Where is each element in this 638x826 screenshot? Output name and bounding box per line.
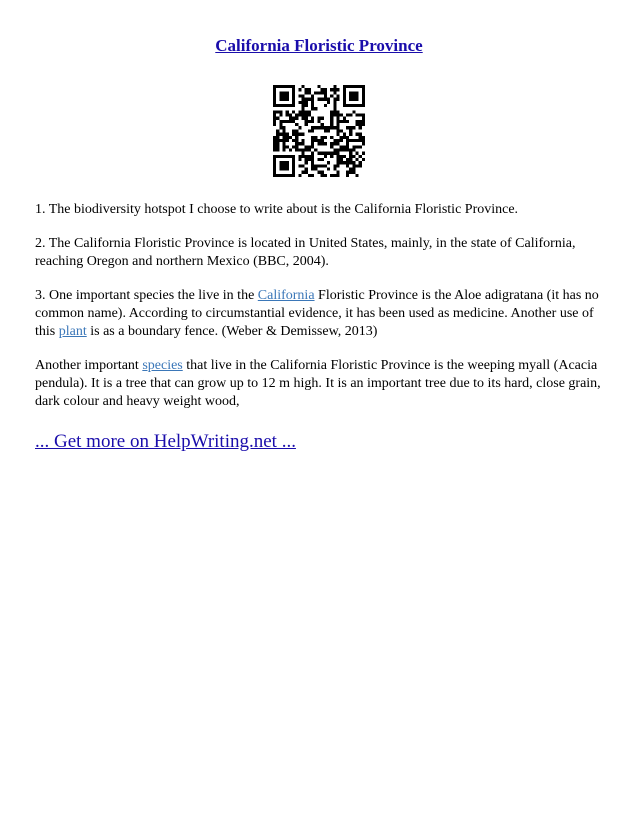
document-body [35, 201, 607, 453]
california-link[interactable]: California [257, 288, 315, 303]
paragraph-1: 1. The biodiversity hotspot I choose to write about is the California Floristic Province. [35, 202, 519, 217]
paragraph-2: 2. The California Floristic Province is located in United States, mainly, in the state of California, reaching Oregon and northern Mexico (BBC, 2004). [35, 236, 576, 269]
paragraph-4: Another important species that live in the California Floristic Province is the weeping myall (Acacia pendula). It is a tree that can grow up to 12 m high. It is an important tree due to its hard, close grain, dark colour and heavy weight wood, [35, 358, 601, 409]
document-title[interactable]: California Floristic Province [215, 36, 423, 55]
plant-link[interactable]: plant [58, 324, 87, 339]
get-more-link[interactable]: ... Get more on HelpWriting.net ... [35, 431, 296, 452]
qr-code-icon [273, 85, 365, 177]
species-link[interactable]: species [142, 358, 183, 373]
paragraph-3: 3. One important species the live in the California Floristic Province is the Aloe adigratana (it has no common name). According to circumstantial evidence, it has been used as medicine. Another use of this plant is as a boundary fence. (Weber & Demissew, 2013) [35, 288, 599, 339]
